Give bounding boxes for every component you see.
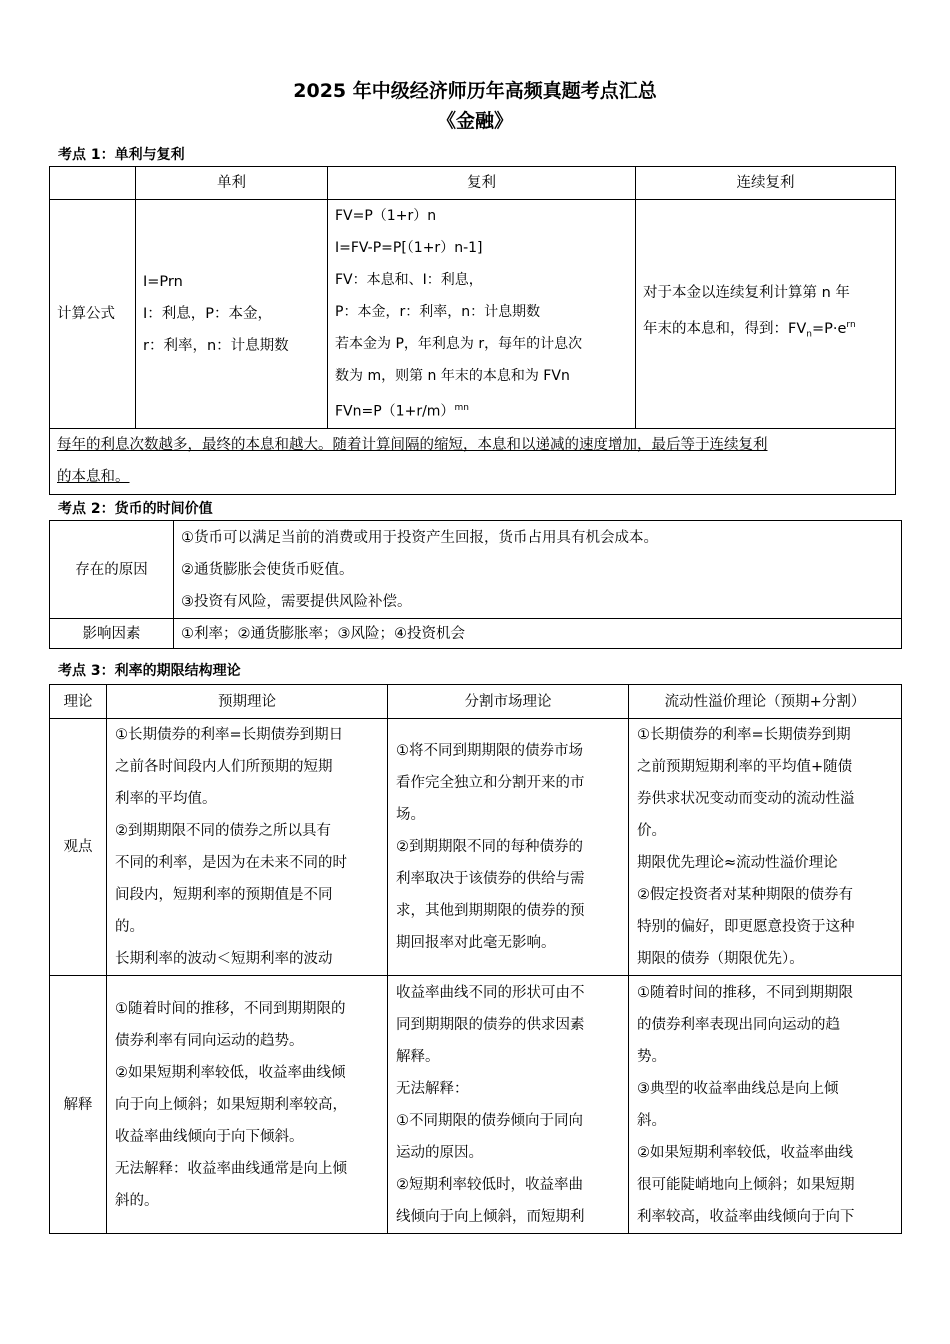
table-time-value	[49, 520, 902, 649]
section-3-heading: 考点 3：利率的期限结构理论	[58, 663, 241, 679]
reasons-cell	[174, 521, 902, 619]
header-empty	[50, 167, 136, 200]
table-term-structure	[49, 684, 902, 1234]
explain-label: 解释	[50, 976, 107, 1234]
continuous-formula: 年末的本息和，得到：$FV_n=P\cdot e^{rn}$	[643, 319, 856, 340]
note-line: 每年的利息次数越多，最终的本息和越大。随着计算间隔的缩短，本息和以递减的速度增加，最后等于连续复利	[57, 437, 768, 454]
explain-segmented-cell: 收益率曲线不同的形状可由不 同到期期限的债券的供求因素 解释。 无法解释： ①不同期限的债券倾向于同向 运动的原因。 ②短期利率较低时，收益率曲 线倾向于向上倾斜，而短期利	[388, 976, 629, 1234]
view-segmented-cell: ①将不同到期期限的债券市场 看作完全独立和分割开来的市 场。 ②到期期限不同的每种债券的 利率取决于该债券的供给与需 求，其他到期期限的债券的预 期回报率对此毫无影响。	[388, 719, 629, 976]
compound-note	[50, 428, 896, 494]
section-2-heading: 考点 2：货币的时间价值	[58, 501, 213, 517]
header-compound: 复利	[328, 167, 636, 200]
reason-item: ②通货膨胀会使货币贬值。	[181, 561, 354, 578]
compound-line: 若本金为 P，年利息为 r，每年的计息次	[335, 336, 583, 352]
view-liquidity-cell: ①长期债券的利率=长期债券到期 之前预期短期利率的平均值+随债 券供求状况变动而变动的流动性溢 价。 期限优先理论≈流动性溢价理论 ②假定投资者对某种期限的债券有 特别的偏好，即更愿意投资于这种 期限的债券（期限优先）。	[629, 719, 902, 976]
row-label-formula: 计算公式	[50, 200, 136, 429]
simple-line: I=Prn	[143, 273, 183, 290]
view-label: 观点	[50, 719, 107, 976]
explain-expectation-cell: ①随着时间的推移，不同到期期限的 债券利率有同向运动的趋势。 ②如果短期利率较低，收益率曲线倾 向于向上倾斜；如果短期利率较高， 收益率曲线倾向于向下倾斜。 无法解释：收益率曲线通常是向上倾 斜的。	[107, 976, 388, 1234]
header-segmented: 分割市场理论	[388, 685, 629, 719]
reasons-label: 存在的原因	[50, 521, 174, 619]
note-line: 的本息和。	[57, 469, 130, 486]
header-theory: 理论	[50, 685, 107, 719]
compound-line: P：本金，r：利率，n：计息期数	[335, 304, 541, 320]
factors-label: 影响因素	[50, 619, 174, 649]
header-continuous: 连续复利	[636, 167, 896, 200]
explain-liquidity-cell: ①随着时间的推移，不同到期期限 的债券利率表现出同向运动的趋 势。 ③典型的收益率曲线总是向上倾 斜。 ②如果短期利率较低，收益率曲线 很可能陡峭地向上倾斜；如果短期 利率较高，收益率曲线倾向于向下	[629, 976, 902, 1234]
section-1-heading: 考点 1：单利与复利	[58, 147, 185, 163]
document-title: 2025 年中级经济师历年高频真题考点汇总	[293, 80, 657, 102]
compound-line: FV：本息和、I：利息，	[335, 272, 483, 288]
header-expectation: 预期理论	[107, 685, 388, 719]
simple-cell	[136, 200, 328, 429]
reason-item: ③投资有风险，需要提供风险补偿。	[181, 593, 412, 610]
document-subtitle: 《金融》	[436, 110, 513, 132]
compound-formula: $FVn=P(1+r/m)^{mn}$	[335, 403, 469, 420]
continuous-line: 对于本金以连续复利计算第 n 年	[643, 284, 850, 301]
table-simple-compound	[49, 166, 896, 495]
header-liquidity: 流动性溢价理论（预期+分割）	[629, 685, 902, 719]
continuous-cell	[636, 200, 896, 429]
compound-line: 数为 m，则第 n 年末的本息和为 FVn	[335, 368, 570, 384]
compound-line: I=FV-P=P[（1+r）n-1]	[335, 240, 483, 256]
simple-line: r：利率，n：计息期数	[143, 337, 289, 354]
view-expectation-cell: ①长期债券的利率=长期债券到期日 之前各时间段内人们所预期的短期 利率的平均值。 ②到期期限不同的债券之所以具有 不同的利率，是因为在未来不同的时 间段内，短期利率的预期值是不同 的。 长期利率的波动＜短期利率的波动	[107, 719, 388, 976]
reason-item: ①货币可以满足当前的消费或用于投资产生回报，货币占用具有机会成本。	[181, 529, 658, 546]
header-simple: 单利	[136, 167, 328, 200]
simple-line: I：利息，P：本金，	[143, 305, 273, 322]
compound-cell	[328, 200, 636, 429]
factors-cell: ①利率；②通货膨胀率；③风险；④投资机会	[174, 619, 902, 649]
compound-line: FV=P（1+r）n	[335, 208, 437, 224]
